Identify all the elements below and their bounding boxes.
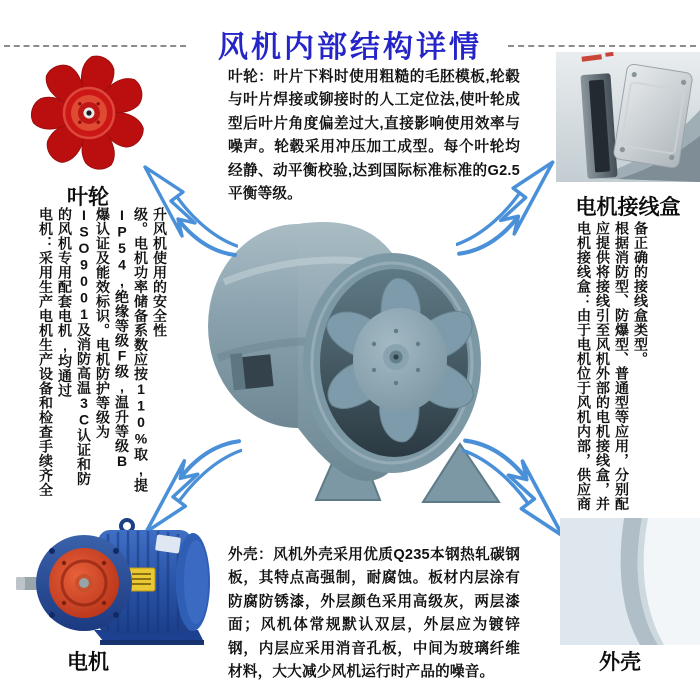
arrow-to-casing-icon [456, 432, 576, 540]
page-title: 风机内部结构详情 [218, 31, 482, 64]
impeller-caption: 叶轮 [67, 186, 109, 209]
casing-photo [560, 518, 700, 645]
casing-description: 外壳：风机外壳采用优质Q235本钢热轧碳钢板，其特点高强制，耐腐蚀。板材内层涂有防腐防锈漆，外层颜色采用高级灰，两层漆面；风机体常规默认双层，外层应为镀锌钢，内层应采用消音孔板，中间为玻璃纤维材料，大大减少风机运行时产品的噪音。 [228, 547, 520, 681]
motor-photo [10, 516, 215, 646]
arrow-to-impeller-icon [138, 163, 238, 263]
motor-caption: 电机 [67, 651, 109, 674]
arrow-to-junction-box-icon [452, 158, 564, 262]
motor-description: 电机：采用生产电机生产设备和检查手续齐全的风机专用配套电机,均通过ISO9001及消防高温3C认证和防爆认证及能效标识。电机防护等级为IP54,绝缘等级F级,温升等级B级。电机功率储备系数应按110%取,提升风机使用的安全性 [38, 207, 168, 497]
impeller-photo [28, 54, 150, 174]
junction-box-description: 电机接线盒：由于电机位于风机内部，供应商应提供将接线引至风机外部的电机接线盒，并根据消防型、防爆型、普通型等应用，分别配备正确的接线盒类型。 [576, 221, 649, 511]
title-divider-right [508, 45, 696, 47]
junction-box-caption: 电机接线盒 [575, 196, 681, 219]
impeller-description: 叶轮：叶片下料时使用粗糙的毛胚模板,轮毂与叶片焊接或铆接时的人工定位法,使叶轮成型后叶片角度偏差过大,直接影响使用效率与噪声。轮毂采用冲压加工成型。每个叶轮均经静、动平衡校验,达到国际标准标准的G2.5平衡等级。 [228, 69, 520, 203]
junction-box-photo [556, 52, 700, 182]
casing-caption: 外壳 [599, 651, 641, 674]
